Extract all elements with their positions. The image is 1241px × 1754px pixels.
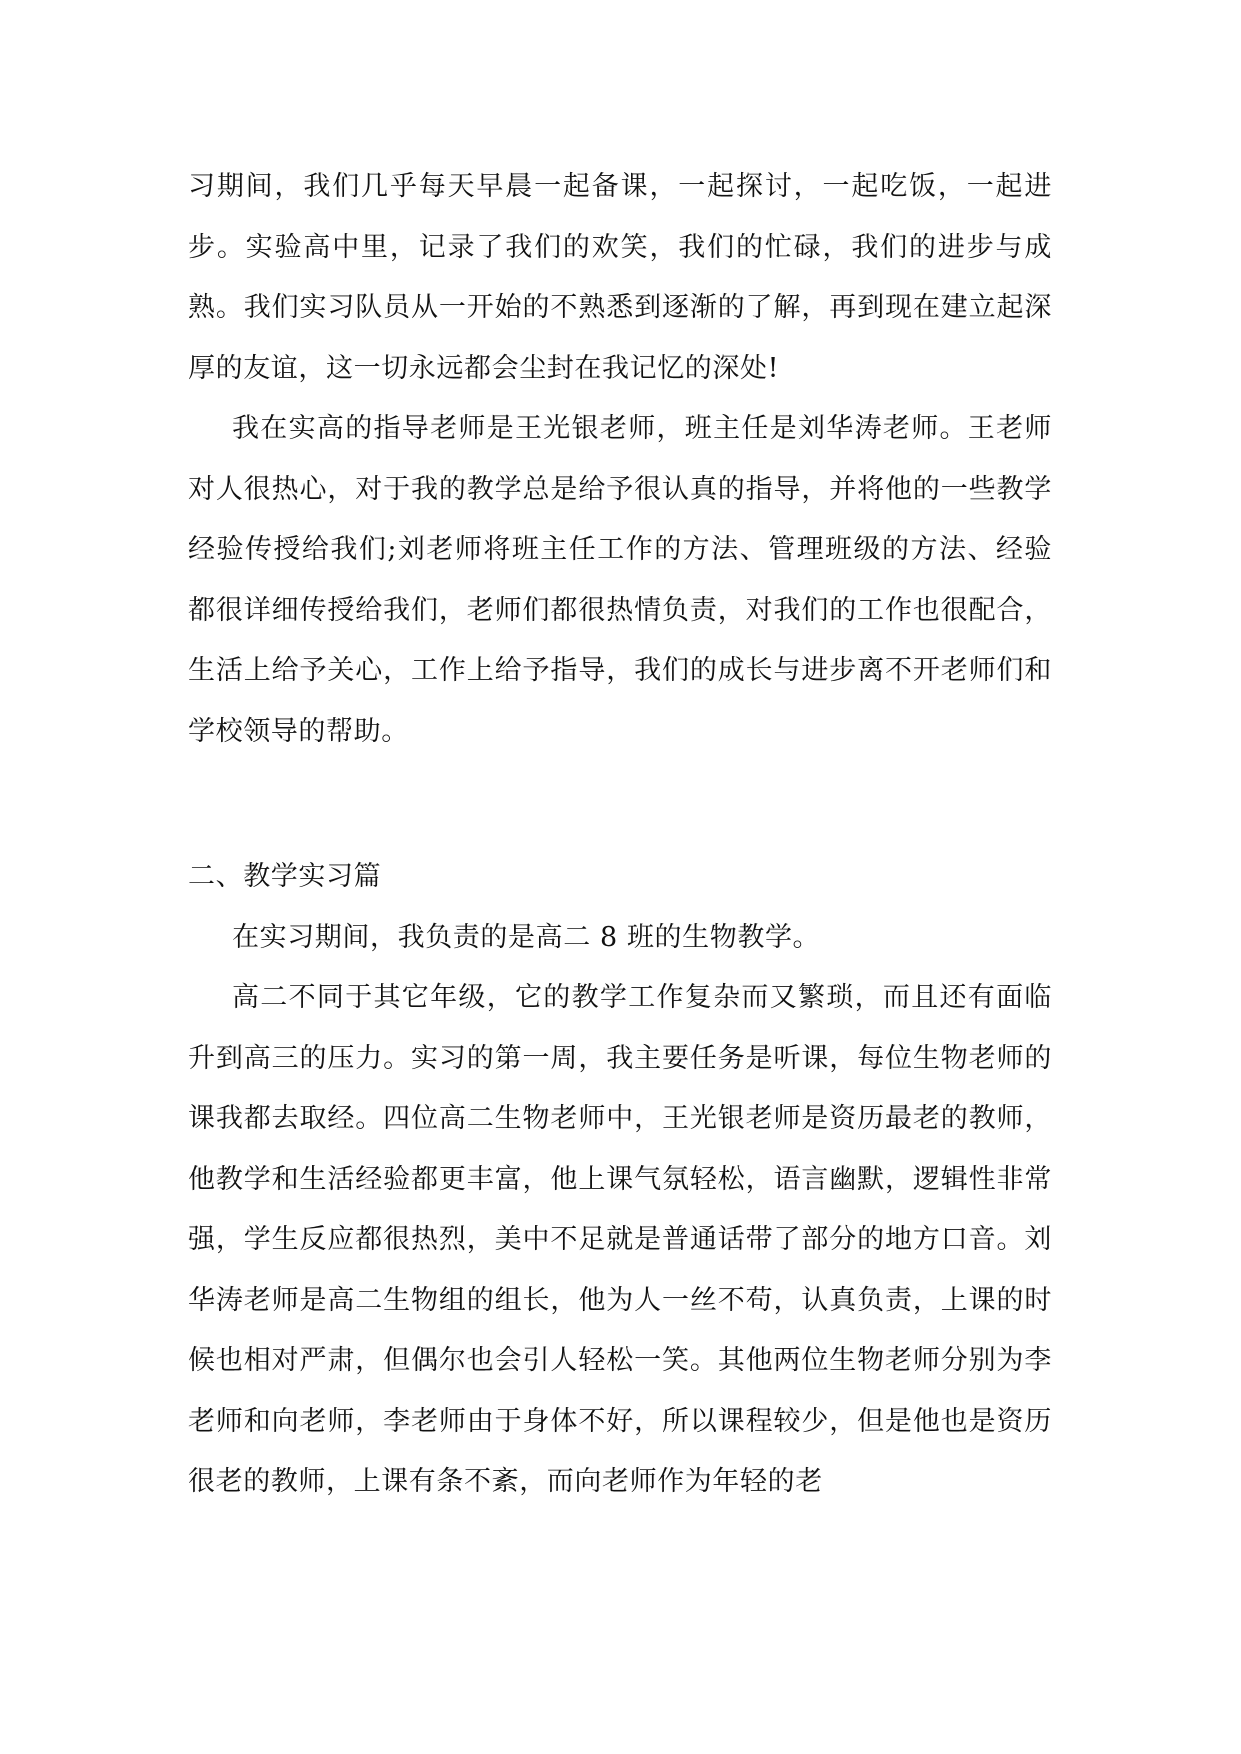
section-gap xyxy=(188,762,1052,847)
document-body xyxy=(188,157,1052,1513)
section-heading: 二、教学实习篇 xyxy=(188,861,382,892)
paragraph-mentors: 我在实高的指导老师是王光银老师，班主任是刘华涛老师。王老师对人很热心，对于我的教学总是给予很认真的指导，并将他的一些教学经验传授给我们;刘老师将班主任工作的方法、管理班级的方法、经验都很详细传授给我们，老师们都很热情负责，对我们的工作也很配合，生活上给予关心，工作上给予指导，我们的成长与进步离不开老师们和学校领导的帮助。 xyxy=(188,413,1052,747)
paragraph-friendship: 习期间，我们几乎每天早晨一起备课，一起探讨，一起吃饭，一起进步。实验高中里，记录了我们的欢笑，我们的忙碌，我们的进步与成熟。我们实习队员从一开始的不熟悉到逐渐的了解，再到现在建立起深厚的友谊，这一切永远都会尘封在我记忆的深处! xyxy=(188,171,1052,384)
paragraph-teaching-observation: 高二不同于其它年级，它的教学工作复杂而又繁琐，而且还有面临升到高三的压力。实习的第一周，我主要任务是听课，每位生物老师的课我都去取经。四位高二生物老师中，王光银老师是资历最老的教师，他教学和生活经验都更丰富，他上课气氛轻松，语言幽默，逻辑性非常强，学生反应都很热烈，美中不足就是普通话带了部分的地方口音。刘华涛老师是高二生物组的组长，他为人一丝不苟，认真负责，上课的时候也相对严肃，但偶尔也会引人轻松一笑。其他两位生物老师分别为李老师和向老师，李老师由于身体不好，所以课程较少，但是他也是资历很老的教师，上课有条不紊，而向老师作为年轻的老 xyxy=(188,982,1052,1497)
paragraph-class-assignment: 在实习期间，我负责的是高二 8 班的生物教学。 xyxy=(232,921,821,953)
